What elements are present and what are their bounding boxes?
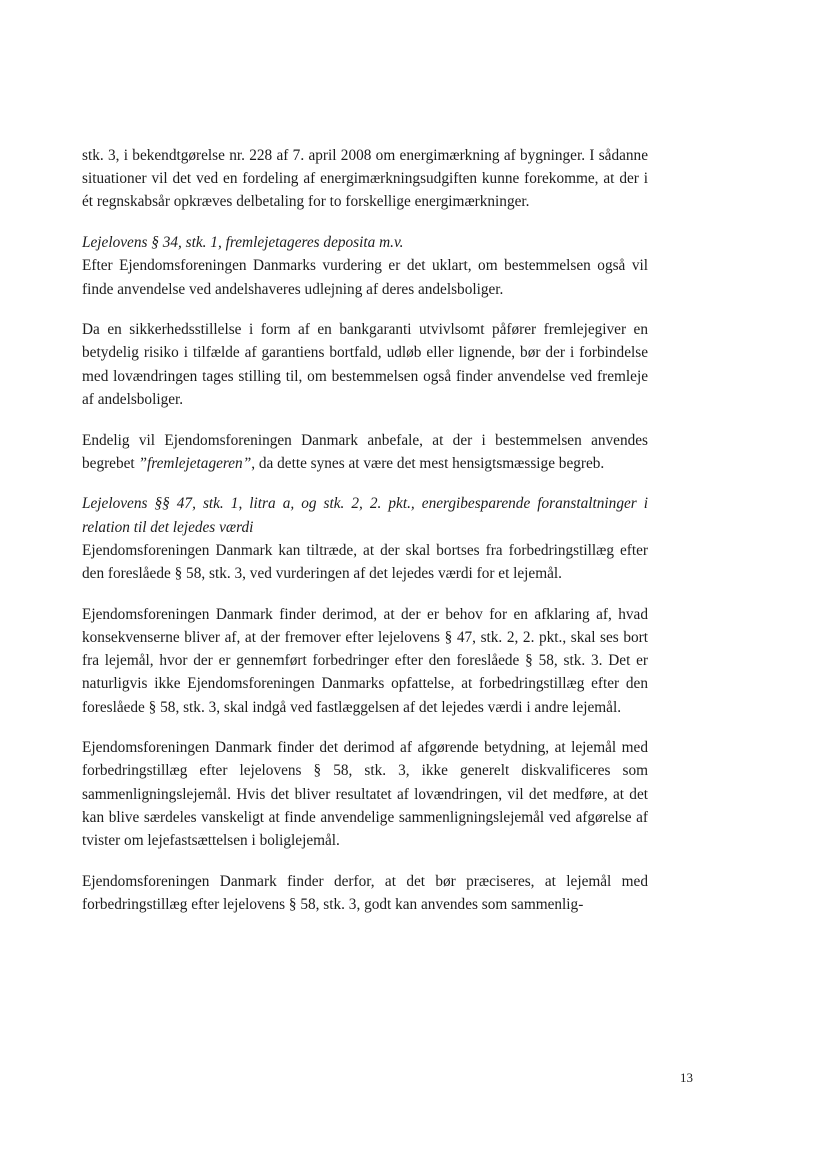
paragraph-energy-labeling — [82, 144, 648, 214]
quoted-term: ”fremlejetageren” — [138, 454, 252, 472]
section-energy-measures — [82, 492, 648, 585]
paragraph-text-before: Endelig vil Ejendomsforeningen Danmark anbefale, at der i bestemmelsen anvendes begrebet — [82, 431, 648, 472]
paragraph-text: Efter Ejendomsforeningen Danmarks vurdering er det uklart, om bestemmelsen også vil finde anvendelse ved andelshaveres udlejning af deres andelsboliger. — [82, 257, 648, 298]
paragraph-text: Ejendomsforeningen Danmark finder derimod, at der er behov for en afklaring af, hvad konsekvenserne bliver af, at der fremover efter lejelovens § 47, stk. 2, 2. pkt., skal ses bort fra lejemål, hvor der er gennemført forbedringer efter den foreslåede § 58, stk. 3. Det er naturligvis ikke Ejendomsforeningen Danmarks opfattelse, at forbedringstillæg efter den foreslåede § 58, stk. 3, skal indgå ved fastlæggelsen af det lejedes værdi i andre lejemål. — [82, 605, 648, 716]
paragraph-clarification — [82, 603, 648, 719]
paragraph-text: Da en sikkerhedsstillelse i form af en bankgaranti utvivlsomt påfører fremlejegiver en betydelig risiko i tilfælde af garantiens bortfald, udløb eller lignende, bør der i forbindelse med lovændringen tages stilling til, om bestemmelsen også finder anvendelse ved fremleje af andelsboliger. — [82, 321, 648, 408]
section-heading-34: Lejelovens § 34, stk. 1, fremlejetageres deposita m.v. — [82, 234, 404, 252]
section-heading-47: Lejelovens §§ 47, stk. 1, litra a, og stk. 2, 2. pkt., energibesparende foranstaltninger i relation til det lejedes værdi — [82, 495, 648, 536]
paragraph-text: Ejendomsforeningen Danmark kan tiltræde, at der skal bortses fra forbedringstillæg efter den foreslåede § 58, stk. 3, ved vurderingen af det lejedes værdi for et lejemål. — [82, 541, 648, 583]
page-number: 13 — [680, 1070, 693, 1085]
paragraph-text: Ejendomsforeningen Danmark finder derfor, at det bør præciseres, at lejemål med forbedringstillæg efter lejelovens § 58, stk. 3, godt kan anvendes som sammenlig- — [82, 872, 648, 913]
paragraph-text: stk. 3, i bekendtgørelse nr. 228 af 7. april 2008 om energimærkning af bygninger. I sådanne situationer vil det ved en fordeling af energimærkningsudgiften kunne forekomme, at der i ét regnskabsår opkræves delbetaling for to forskellige energimærkninger. — [82, 147, 648, 211]
paragraph-precision — [82, 870, 648, 916]
paragraph-text-after: , da dette synes at være det mest hensigtsmæssige begreb. — [251, 454, 605, 472]
paragraph-bank-guarantee — [82, 318, 648, 411]
paragraph-text: Ejendomsforeningen Danmark finder det derimod af afgørende betydning, at lejemål med forbedringstillæg efter lejelovens § 58, stk. 3, ikke generelt diskvalificeres som sammenligningslejemål. Hvis det bliver resultatet af lovændringen, vil det medføre, at det kan blive særdeles vanskeligt at finde anvendelige sammenligningslejemål ved afgørelse af tvister om lejefastsættelsen i boliglejemål. — [82, 739, 648, 850]
section-deposita — [82, 231, 648, 301]
paragraph-term-recommendation — [82, 429, 648, 475]
paragraph-comparison-leases — [82, 736, 648, 852]
document-body — [82, 144, 648, 934]
